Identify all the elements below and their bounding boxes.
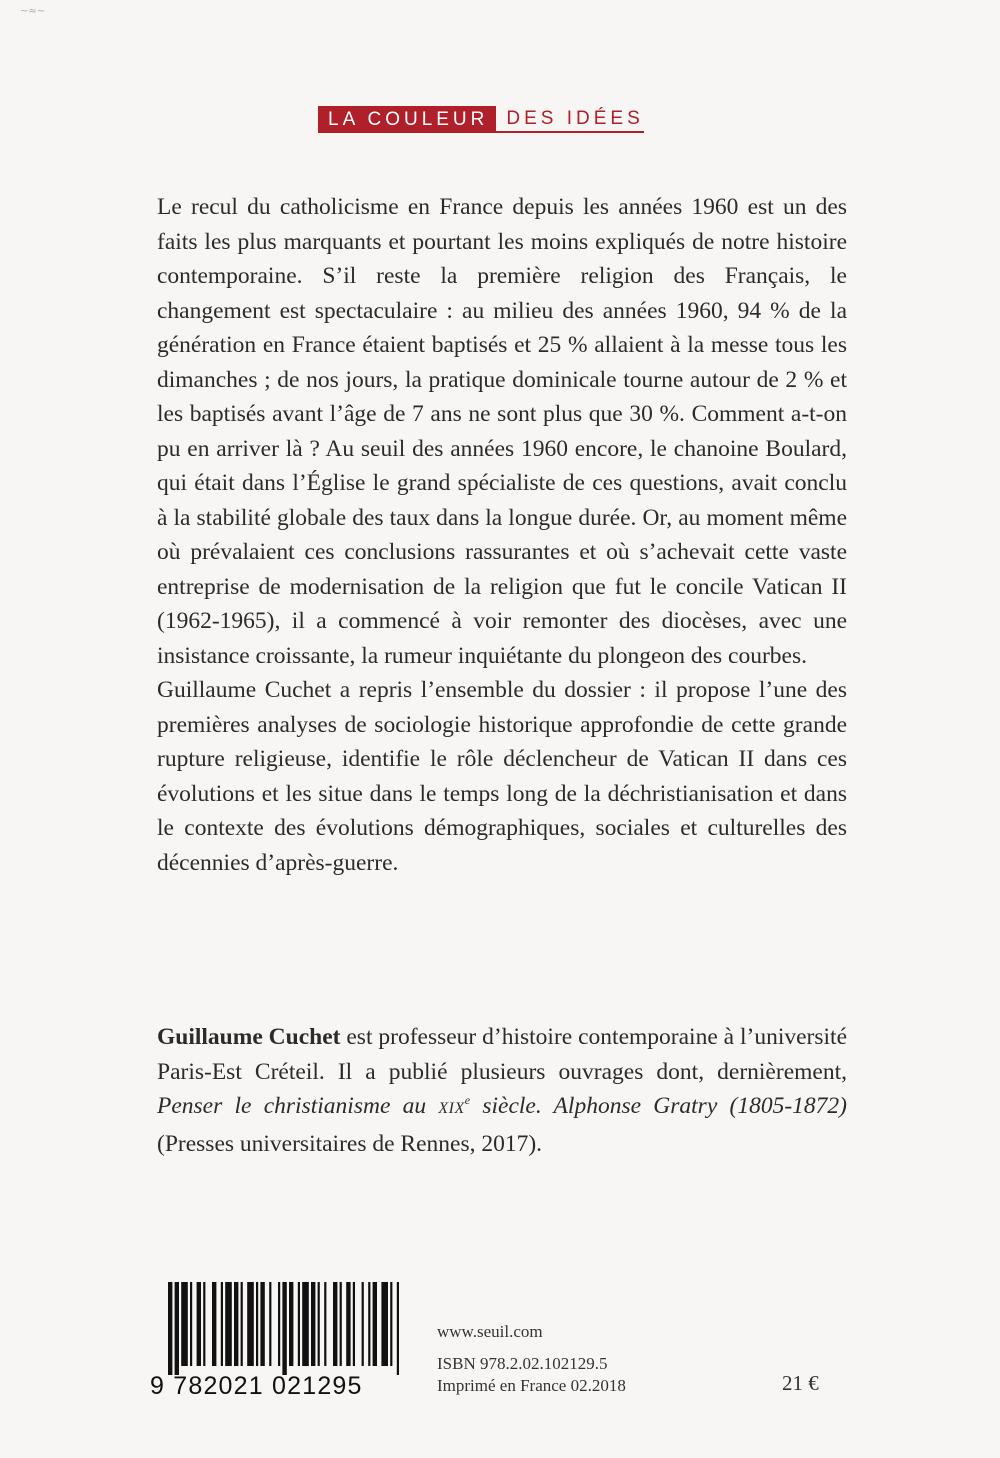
- barcode-bar: [390, 1282, 392, 1366]
- barcode-bar: [302, 1282, 309, 1366]
- barcode-bar: [324, 1282, 326, 1366]
- barcode-bar: [203, 1282, 205, 1366]
- price: 21 €: [782, 1371, 819, 1395]
- century-sup: e: [464, 1093, 471, 1108]
- author-name: Guillaume Cuchet: [157, 1024, 341, 1050]
- barcode-bar: [256, 1282, 258, 1366]
- barcode-bar: [247, 1282, 254, 1366]
- barcode-bar: [234, 1282, 238, 1366]
- barcode-bar: [346, 1282, 350, 1366]
- barcode-bar: [260, 1282, 264, 1366]
- blurb: [157, 190, 847, 880]
- author-bio-paragraph: [157, 1020, 847, 1161]
- barcode-bar: [241, 1282, 243, 1366]
- blurb-paragraph-1: Le recul du catholicisme en France depuis les années 1960 est un des faits les plus marquants et pourtant les moins expliqués de notre histoire contemporaine. S’il reste la première religion des Français, le changement est spectaculaire : au milieu des années 1960, 94 % de la génération en France étaient baptisés et 25 % allaient à la messe tous les dimanches ; de nos jours, la pratique dominicale tourne autour de 2 % et les baptisés avant l’âge de 7 ans ne sont plus que 30 %. Comment a-t-on pu en arriver là ? Au seuil des années 1960 encore, le chanoine Boulard, qui était dans l’Église le grand spécialiste de ces questions, avait conclu à la stabilité globale des taux dans la longue durée. Or, au moment même où prévalaient ces conclusions rassurantes et où s’achevait cette vaste entreprise de modernisation de la religion que fut le concile Vatican II (1962-1965), il a commencé à voir remonter des diocèses, avec une insistance croissante, la rumeur inquiétante du plongeon des courbes.: [157, 194, 847, 669]
- barcode-bar: [282, 1282, 286, 1375]
- publisher-url: www.seuil.com: [437, 1322, 543, 1341]
- barcode-bar: [278, 1282, 280, 1366]
- barcode-bar: [197, 1282, 201, 1366]
- barcode: [150, 1282, 422, 1400]
- bio-text-1: est professeur d’histoire contemporaine à l’université Paris-Est Créteil. Il a publié plusieurs ouvrages dont, dernièrement,: [157, 1024, 848, 1085]
- bio-text-2: (Presses universitaires de Rennes, 2017).: [157, 1130, 543, 1157]
- series-highlight: LA COULEUR: [318, 106, 496, 133]
- book-title: [157, 1093, 847, 1119]
- blurb-paragraph-2: Guillaume Cuchet a repris l’ensemble du dossier : il propose l’une des premières analyses de sociologie historique approfondie de cette grande rupture religieuse, identifie le rôle déclencheur de Vatican II dans ces évolutions et les situe dans le temps long de la déchristianisation et dans le contexte des évolutions démographiques, sociales et culturelles des décennies d’après-guerre.: [157, 677, 847, 876]
- barcode-bar: [168, 1282, 172, 1375]
- century: XIX: [438, 1100, 465, 1117]
- book-title-b: siècle. Alphonse Gratry (1805-1872): [470, 1093, 847, 1119]
- corner-mark: ~≈~: [20, 6, 46, 17]
- barcode-bar: [333, 1282, 337, 1366]
- series-rest: DES IDÉES: [496, 106, 643, 133]
- barcode-bar: [340, 1282, 342, 1366]
- barcode-digits: 9 782021 021295: [150, 1372, 363, 1400]
- barcode-bars: [150, 1282, 422, 1377]
- barcode-bar: [289, 1282, 293, 1366]
- printed-info: Imprimé en France 02.2018: [437, 1376, 626, 1395]
- barcode-bar: [381, 1282, 388, 1366]
- barcode-bar: [298, 1282, 300, 1366]
- barcode-bar: [212, 1282, 216, 1366]
- book-title-a: Penser le christianisme au: [157, 1093, 439, 1119]
- barcode-bar: [368, 1282, 370, 1366]
- barcode-bar: [225, 1282, 232, 1366]
- author-bio: [157, 1020, 847, 1161]
- barcode-bar: [269, 1282, 271, 1366]
- barcode-bar: [221, 1282, 223, 1366]
- barcode-bar: [190, 1282, 192, 1366]
- barcode-bar: [373, 1282, 377, 1366]
- barcode-bar: [353, 1282, 355, 1366]
- barcode-bar: [311, 1282, 315, 1366]
- barcode-bar: [181, 1282, 188, 1366]
- barcode-bar: [397, 1282, 399, 1375]
- series-banner: [318, 106, 644, 133]
- barcode-bar: [175, 1282, 179, 1375]
- barcode-bar: [362, 1282, 364, 1366]
- isbn: ISBN 978.2.02.102129.5: [437, 1354, 608, 1373]
- barcode-bar: [318, 1282, 320, 1366]
